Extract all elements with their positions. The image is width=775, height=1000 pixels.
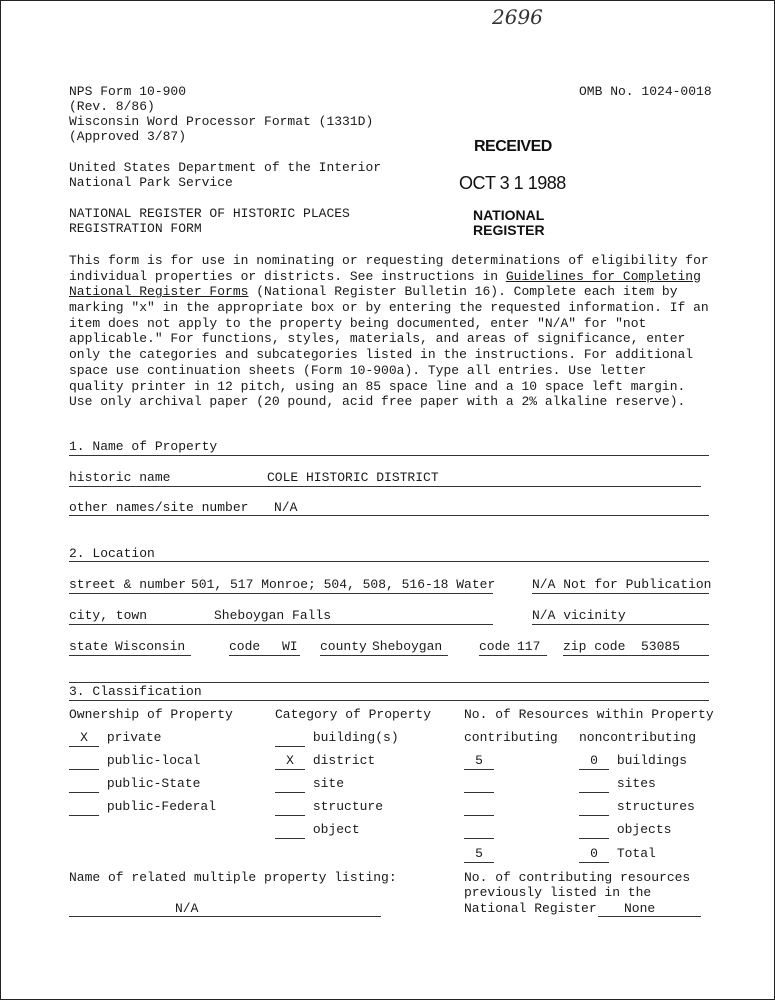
other-names-value[interactable]: N/A [274,500,298,515]
contributing-count[interactable] [464,776,494,793]
divider [598,916,701,917]
contributing-total[interactable]: 5 [464,846,494,863]
instructions [69,253,719,410]
stamp-register: REGISTER [473,222,545,238]
zip-label: zip code [563,639,626,654]
divider [69,593,493,594]
divider [69,700,709,701]
resource-row-buildings [464,753,494,770]
category-option-buildings[interactable]: building(s) [275,730,399,747]
checkbox-blank[interactable] [69,799,99,816]
divider [229,655,300,656]
checkbox-blank[interactable] [69,753,99,770]
checkbox-blank[interactable] [275,776,305,793]
instructions-line: item does not apply to the property being documented, enter "N/A" for "not [69,315,647,331]
divider [69,916,381,917]
ownership-option-public-state[interactable]: public-State [69,776,200,793]
contributing-count[interactable] [464,822,494,839]
zip-value[interactable]: 53085 [641,639,681,654]
instructions-line: Use only archival paper (20 pound, acid free paper with a 2% alkaline reserve). [69,394,686,410]
instructions-line: quality printer in 12 pitch, using an 85 space line and a 10 space left margin. [69,378,686,394]
divider [479,655,547,656]
divider [69,515,709,516]
state-code-value[interactable]: WI [282,639,298,654]
checkbox-blank[interactable] [275,799,305,816]
contributing-count[interactable]: 5 [464,753,494,770]
multiple-property-value[interactable]: N/A [175,901,199,916]
divider [69,455,709,456]
form-title: REGISTRATION FORM [69,221,202,236]
section2-heading: 2. Location [69,546,155,561]
county-label: county [320,639,367,654]
form-approved: (Approved 3/87) [69,129,187,144]
not-for-publication[interactable]: N/A Not for Publication [532,577,712,592]
checkbox-blank[interactable]: X [275,753,305,770]
divider [69,486,701,487]
divider [69,561,709,562]
checkbox-blank[interactable] [275,822,305,839]
ownership-heading: Ownership of Property [69,707,233,722]
previously-listed-label: No. of contributing resources [464,870,691,885]
county-code-label: code [479,639,511,654]
other-names-label: other names/site number [69,500,249,515]
previously-listed-label: National Register [464,901,597,916]
stamp-national: NATIONAL [473,207,545,223]
category-option-object[interactable]: object [275,822,360,839]
resource-row-buildings: 0 buildings [579,753,687,770]
state-code-label: code [229,639,261,654]
section1-heading: 1. Name of Property [69,439,218,454]
instructions-line: marking "x" in the appropriate box or by entering the requested information. If an [69,300,709,316]
resource-row-structures [464,799,494,816]
form-format: Wisconsin Word Processor Format (1331D) [69,114,374,129]
register-title: NATIONAL REGISTER OF HISTORIC PLACES [69,206,350,221]
previously-listed-label: previously listed in the [464,885,652,900]
instructions-line: applicable." For functions, styles, materials, and areas of significance, enter [69,331,686,347]
noncontributing-count[interactable] [579,799,609,816]
vicinity[interactable]: N/A vicinity [532,608,626,623]
divider [320,655,448,656]
contributing-heading: contributing [464,730,558,745]
department: United States Department of the Interior [69,160,382,175]
guidelines-link-text: Guidelines for Completing [505,268,701,284]
previously-listed-value[interactable]: None [624,901,656,916]
checkbox-blank[interactable] [69,776,99,793]
instructions-line: only the categories and subcategories listed in the instructions. For additional [69,347,694,363]
resource-row-total [464,846,494,863]
omb-number: OMB No. 1024-0018 [579,84,712,99]
ownership-option-public-federal[interactable]: public-Federal [69,799,216,816]
ownership-option-private[interactable]: X private [69,730,161,747]
street-label: street & number [69,577,187,592]
category-option-site[interactable]: site [275,776,344,793]
resource-row-objects: objects [579,822,671,839]
street-value[interactable]: 501, 517 Monroe; 504, 508, 516-18 Water [191,577,496,592]
stamp-received: RECEIVED [474,138,552,155]
resource-row-sites: sites [579,776,656,793]
ownership-option-public-local[interactable]: public-local [69,753,200,770]
historic-name-label: historic name [69,470,171,485]
resource-row-structures: structures [579,799,695,816]
category-option-structure[interactable]: structure [275,799,383,816]
state-label: state [69,639,109,654]
instructions-line: This form is for use in nominating or requesting determinations of eligibility for [69,253,709,268]
divider [69,682,709,683]
category-option-district[interactable]: X district [275,753,375,770]
divider [563,655,709,656]
resources-heading: No. of Resources within Property [464,707,714,722]
guidelines-link-text: National Register Forms [69,284,249,300]
divider [69,624,493,625]
stamp-date: OCT 3 1 1988 [459,173,566,193]
state-value[interactable]: Wisconsin [115,639,186,654]
instructions-line: National Register Forms (National Register Bulletin 16). Complete each item by [69,284,678,300]
contributing-count[interactable] [464,799,494,816]
category-heading: Category of Property [275,707,432,722]
instructions-line: individual properties or districts. See instructions in Guidelines for Completing [69,268,701,284]
noncontributing-total[interactable]: 0 [579,846,609,863]
checkbox-blank[interactable] [275,730,305,747]
multiple-property-label: Name of related multiple property listing: [69,870,397,885]
form-number: NPS Form 10-900 [69,84,187,99]
resource-row-objects [464,822,494,839]
noncontributing-count[interactable] [579,776,609,793]
noncontributing-count[interactable]: 0 [579,753,609,770]
county-value[interactable]: Sheboygan [372,639,443,654]
county-code-value[interactable]: 117 [517,639,541,654]
resource-row-sites [464,776,494,793]
city-value[interactable]: Sheboygan Falls [214,608,332,623]
handwritten-number: 2696 [492,5,543,29]
instructions-line: space use continuation sheets (Form 10-900a). Type all entries. Use letter [69,362,647,378]
form-revision: (Rev. 8/86) [69,99,155,114]
checkbox-blank[interactable]: X [69,730,99,747]
divider [69,655,191,656]
resource-row-total: 0 Total [579,846,656,863]
city-label: city, town [69,608,148,623]
service: National Park Service [69,175,233,190]
divider [532,624,709,625]
historic-name-value[interactable]: COLE HISTORIC DISTRICT [267,470,439,485]
noncontributing-count[interactable] [579,822,609,839]
section3-heading: 3. Classification [69,684,202,699]
divider [532,593,709,594]
noncontributing-heading: noncontributing [579,730,697,745]
